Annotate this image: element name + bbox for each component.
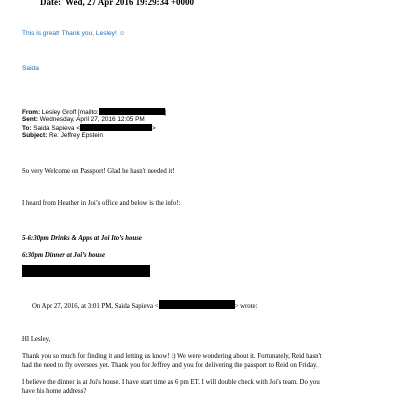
to-line: To: Saida Sapieva < >	[22, 125, 156, 132]
event-drinks: 5-6:30pm Drinks & Apps at Joi Ito’s house	[22, 235, 142, 242]
body-paragraph: I heard from Heather in Joi’s office and below is the info!:	[22, 200, 181, 207]
body-paragraph: So very Welcome on Passport! Glad he hasn't needed it!	[22, 168, 175, 175]
from-line: From: Lesley Groff [mailto: ]	[22, 109, 167, 116]
redaction-block	[159, 300, 235, 309]
subject-value: Re: Jeffrey Epstein	[49, 132, 103, 139]
body-paragraph: Thank you so much for finding it and letting us know! :) We were wondering about it. Fortunately, Reid hasn't	[22, 353, 322, 360]
body-paragraph: have his home address?	[22, 388, 87, 395]
body-paragraph: had the need to fly oversees yet. Thank you for Jeffrey and you for delivering the passport to Reid on Friday.	[22, 362, 318, 369]
quote-intro-start: On Apr 27, 2016, at 3:01 PM, Saida Sapieva <	[32, 303, 159, 310]
body-paragraph: I believe the dinner is at Joi's house. I have start time as 6 pm ET. I will double check with Joi's team. Do you	[22, 379, 320, 386]
sent-line	[22, 116, 145, 123]
subject-label: Subject:	[22, 132, 48, 139]
date-label: Date:	[40, 0, 61, 7]
redaction-block	[80, 124, 152, 131]
event-dinner: 6:30pm Dinner at Joi’s house	[22, 252, 105, 259]
quote-intro-end: > wrote:	[234, 303, 258, 310]
to-label: To:	[22, 125, 32, 132]
from-value: Lesley Groff [mailto:	[41, 109, 99, 116]
reply-signature: Saida	[22, 65, 39, 72]
date-header	[40, 0, 194, 7]
reply-message: This is great! Thank you, Lesley! ☺	[22, 30, 126, 37]
subject-line	[22, 132, 103, 139]
to-value: Saida Sapieva <	[33, 125, 80, 132]
sent-label: Sent:	[22, 116, 38, 123]
date-value: Wed, 27 Apr 2016 19:29:34 +0000	[65, 0, 194, 7]
greeting: HI Lesley,	[22, 336, 51, 343]
redaction-block	[22, 265, 150, 277]
redaction-block	[99, 108, 165, 115]
sent-value: Wednesday, April 27, 2016 12:05 PM	[39, 116, 145, 123]
quote-intro	[32, 300, 257, 310]
from-label: From:	[22, 109, 41, 116]
